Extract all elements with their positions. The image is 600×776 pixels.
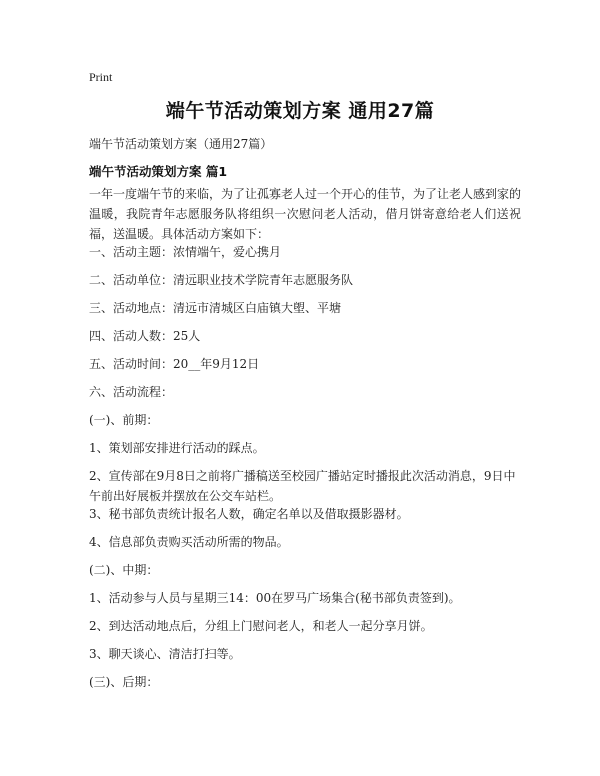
early-step-4: 4、信息部负责购买活动所需的物品。: [89, 535, 289, 549]
item-time: 五、活动时间：20__年9月12日: [89, 357, 260, 371]
page-title: 端午节活动策划方案 通用27篇: [165, 100, 435, 122]
print-link[interactable]: Print: [89, 70, 113, 84]
early-step-1: 1、策划部安排进行活动的踩点。: [89, 441, 265, 455]
section-heading: 端午节活动策划方案 篇1: [89, 164, 228, 179]
phase-early-heading: (一)、前期：: [89, 413, 159, 427]
phase-late-heading: (三)、后期：: [89, 675, 159, 689]
item-location: 三、活动地点：清远市清城区白庙镇大塱、平塘: [89, 301, 342, 315]
middle-step-1: 1、活动参与人员与星期三14：00在罗马广场集合(秘书部负责签到)。: [89, 591, 461, 605]
item-flow: 六、活动流程：: [89, 385, 174, 399]
phase-middle-heading: (二)、中期：: [89, 563, 159, 577]
middle-step-2: 2、到达活动地点后，分组上门慰问老人，和老人一起分享月饼。: [89, 619, 433, 633]
item-unit: 二、活动单位：清远职业技术学院青年志愿服务队: [89, 273, 354, 287]
early-step-2: 2、宣传部在9月8日之前将广播稿送至校园广播站定时播报此次活动消息，9日中午前出好展板并摆放在公交车站栏。: [89, 469, 516, 503]
document-subtitle: 端午节活动策划方案（通用27篇）: [89, 137, 273, 151]
item-theme: 一、活动主题：浓情端午，爱心携月: [89, 245, 282, 259]
early-step-3: 3、秘书部负责统计报名人数，确定名单以及借取摄影器材。: [89, 507, 409, 521]
intro-paragraph: 一年一度端午节的来临，为了让孤寡老人过一个开心的佳节，为了让老人感到家的温暖，我院青年志愿服务队将组织一次慰问老人活动，借月饼寄意给老人们送祝福，送温暖。具体活动方案如下：: [89, 187, 522, 241]
item-headcount: 四、活动人数：25人: [89, 329, 201, 343]
middle-step-3: 3、聊天谈心、清洁打扫等。: [89, 647, 241, 661]
